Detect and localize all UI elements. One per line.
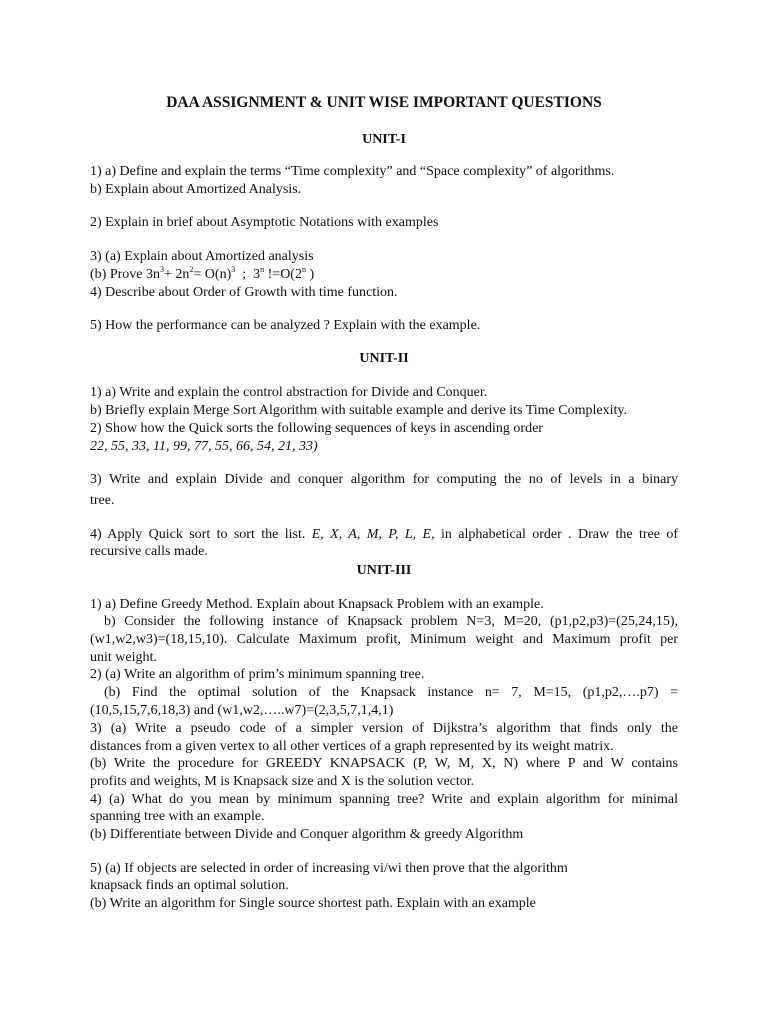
unit-3-question-1b-line-2: (w1,w2,w3)=(18,15,10). Calculate Maximum profit, Minimum weight and Maximum profit per bbox=[90, 632, 678, 647]
unit-3-question-1a: 1) a) Define Greedy Method. Explain about Knapsack Problem with an example. bbox=[90, 597, 544, 612]
unit-2-question-2-keys: 22, 55, 33, 11, 99, 77, 55, 66, 54, 21, 33) bbox=[90, 439, 318, 454]
unit-3-heading: UNIT-III bbox=[356, 563, 412, 578]
unit-2-question-4-line-2: recursive calls made. bbox=[90, 544, 208, 559]
unit-3-question-2a: 2) (a) Write an algorithm of prim’s minimum spanning tree. bbox=[90, 667, 425, 682]
unit-1-question-1b: b) Explain about Amortized Analysis. bbox=[90, 182, 302, 197]
unit-3-question-5a-line-1: 5) (a) If objects are selected in order of increasing vi/wi then prove that the algorithm bbox=[90, 861, 568, 876]
unit-2-question-3-line-2: tree. bbox=[90, 493, 115, 508]
unit-1-question-3a: 3) (a) Explain about Amortized analysis bbox=[90, 249, 314, 264]
unit-3-question-4b: (b) Differentiate between Divide and Conquer algorithm & greedy Algorithm bbox=[90, 827, 524, 842]
unit-3-question-2b-line-1: (b) Find the optimal solution of the Knapsack instance n= 7, M=15, (p1,p2,….p7) = bbox=[104, 685, 678, 700]
unit-3-question-1b-line-1: b) Consider the following instance of Knapsack problem N=3, M=20, (p1,p2,p3)=(25,24,15), bbox=[104, 614, 678, 629]
unit-3-question-2b-line-2: (10,5,15,7,6,18,3) and (w1,w2,…..w7)=(2,3,5,7,1,4,1) bbox=[90, 703, 394, 718]
unit-2-question-4-line-1: 4) Apply Quick sort to sort the list. E, X, A, M, P, L, E, in alphabetical order . Draw the tree of bbox=[90, 527, 678, 542]
unit-3-question-3b-line-2: profits and weights, M is Knapsack size and X is the solution vector. bbox=[90, 774, 475, 789]
unit-1-question-4: 4) Describe about Order of Growth with time function. bbox=[90, 285, 398, 300]
unit-1-question-3b: (b) Prove $3n^3+ 2n^2= O(n)^3$ ; 3$^n$ $!=O(2^n$ ) bbox=[90, 265, 315, 282]
unit-3-question-3b-line-1: (b) Write the procedure for GREEDY KNAPSACK (P, W, M, X, N) where P and W contains bbox=[90, 756, 678, 771]
unit-1-question-1a: 1) a) Define and explain the terms “Time complexity” and “Space complexity” of algorithms. bbox=[90, 164, 615, 179]
unit-3-question-3a-line-1: 3) (a) Write a pseudo code of a simpler version of Dijkstra’s algorithm that finds only the bbox=[90, 721, 678, 736]
unit-2-question-3-line-1: 3) Write and explain Divide and conquer algorithm for computing the no of levels in a binary bbox=[90, 472, 678, 487]
unit-2-question-1b: b) Briefly explain Merge Sort Algorithm with suitable example and derive its Time Complexity. bbox=[90, 403, 627, 418]
unit-1-question-5: 5) How the performance can be analyzed ? Explain with the example. bbox=[90, 318, 481, 333]
unit-3-question-5a-line-2: knapsack finds an optimal solution. bbox=[90, 878, 289, 893]
unit-3-question-4a-line-2: spanning tree with an example. bbox=[90, 809, 265, 824]
page-title: DAA ASSIGNMENT & UNIT WISE IMPORTANT QUESTIONS bbox=[166, 94, 602, 111]
unit-2-question-1a: 1) a) Write and explain the control abstraction for Divide and Conquer. bbox=[90, 385, 488, 400]
unit-1-question-2: 2) Explain in brief about Asymptotic Notations with examples bbox=[90, 215, 439, 230]
unit-3-question-4a-line-1: 4) (a) What do you mean by minimum spanning tree? Write and explain algorithm for minimal bbox=[90, 792, 678, 807]
unit-2-question-2: 2) Show how the Quick sorts the following sequences of keys in ascending order bbox=[90, 421, 543, 436]
unit-3-question-5b: (b) Write an algorithm for Single source shortest path. Explain with an example bbox=[90, 896, 536, 911]
unit-1-heading: UNIT-I bbox=[362, 132, 406, 147]
unit-2-heading: UNIT-II bbox=[359, 351, 409, 366]
unit-3-question-1b-line-3: unit weight. bbox=[90, 650, 157, 665]
unit-3-question-3a-line-2: distances from a given vertex to all other vertices of a graph represented by its weight matrix. bbox=[90, 739, 614, 754]
